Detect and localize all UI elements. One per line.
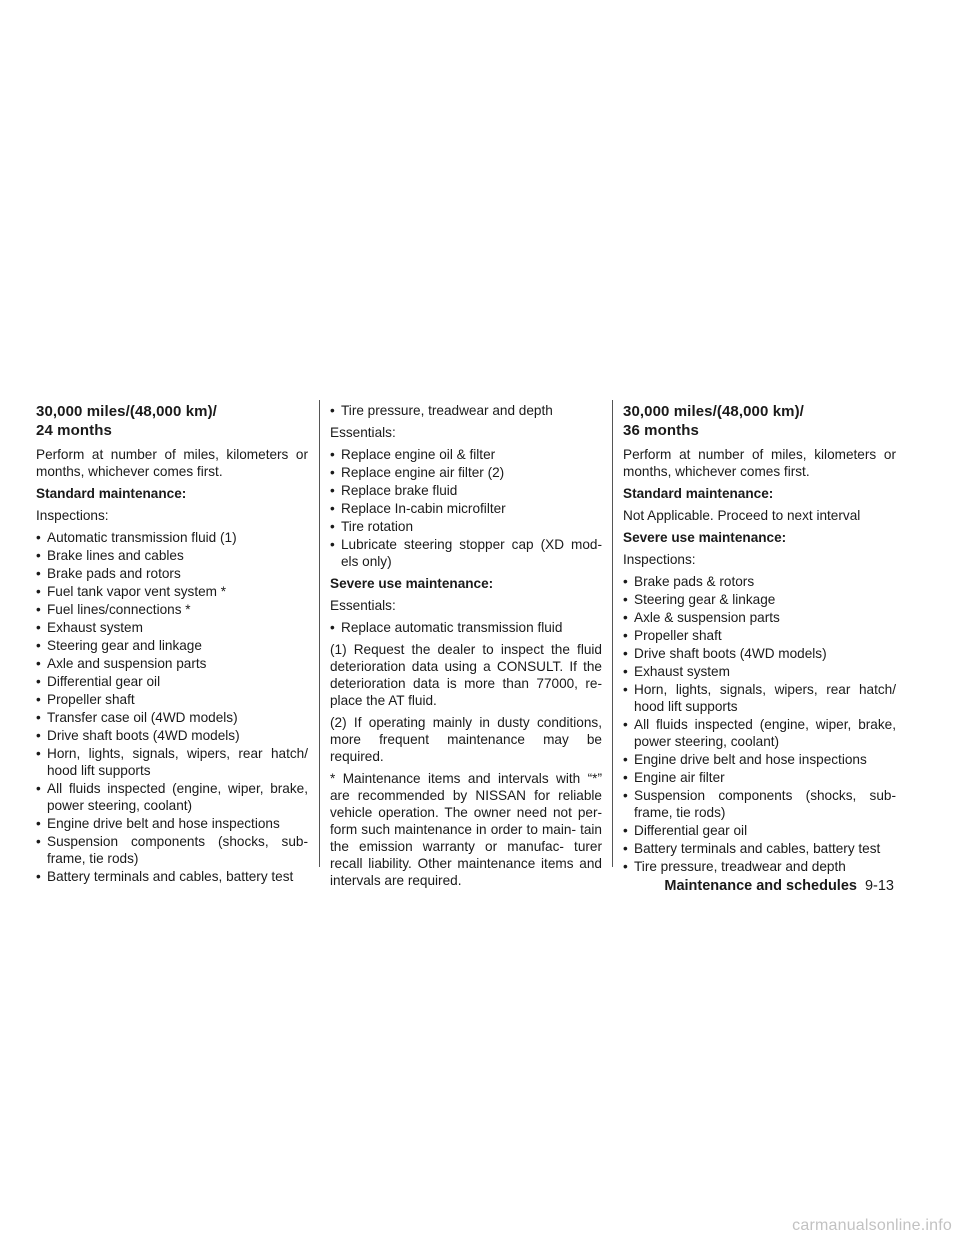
list-item: • Transfer case oil (4WD models) — [36, 709, 308, 726]
list-item: • Exhaust system — [623, 663, 896, 680]
list-item: • Propeller shaft — [36, 691, 308, 708]
list-item: • Battery terminals and cables, battery test — [36, 868, 308, 885]
list-item: • Lubricate steering stopper cap (XD mod- els only) — [330, 536, 602, 570]
list-item: • Brake pads and rotors — [36, 565, 308, 582]
column-continued — [330, 402, 602, 894]
column-36-months — [623, 402, 896, 880]
note-asterisk: * Maintenance items and intervals with “*” are recommended by NISSAN for reliable vehicle operation. The owner need not per- form such maintenance in order to main- tain the emission warranty or manufac- turer recall liability. Other maintenance items and intervals are required. — [330, 771, 602, 888]
inspections-list — [623, 573, 896, 875]
watermark: carmanualsonline.info — [792, 1217, 952, 1234]
list-item: • Steering gear & linkage — [623, 591, 896, 608]
intro-text: Perform at number of miles, kilometers or months, whichever comes first. — [36, 447, 308, 479]
column-divider — [612, 400, 613, 867]
intro-text: Perform at number of miles, kilometers or months, whichever comes first. — [623, 447, 896, 479]
essentials-label: Essentials: — [330, 425, 396, 440]
list-item: • Tire pressure, treadwear and depth — [623, 858, 896, 875]
list-item: • Replace brake fluid — [330, 482, 602, 499]
list-item: • All fluids inspected (engine, wiper, brake, power steering, coolant) — [36, 780, 308, 814]
list-item: • Differential gear oil — [36, 673, 308, 690]
list-item: • Replace engine oil & filter — [330, 446, 602, 463]
list-item: • Drive shaft boots (4WD models) — [36, 727, 308, 744]
section-title: Maintenance and schedules — [664, 878, 857, 894]
heading-30000-miles-36-months — [623, 402, 896, 440]
list-item: • All fluids inspected (engine, wiper, brake, power steering, coolant) — [623, 716, 896, 750]
list-item: • Replace engine air filter (2) — [330, 464, 602, 481]
standard-maintenance-label: Standard maintenance: — [623, 486, 774, 501]
list-item: • Fuel lines/connections * — [36, 601, 308, 618]
note-1: (1) Request the dealer to inspect the fluid deterioration data using a CONSULT. If the deterioration data is more than 77000, re- place the AT fluid. — [330, 642, 602, 708]
list-item: • Horn, lights, signals, wipers, rear hatch/ hood lift supports — [623, 681, 896, 715]
inspections-list — [36, 529, 308, 885]
inspections-label: Inspections: — [36, 508, 109, 523]
page-number: 9-13 — [864, 878, 894, 894]
severe-use-maintenance-label: Severe use maintenance: — [623, 530, 787, 545]
list-item: • Automatic transmission fluid (1) — [36, 529, 308, 546]
list-item: • Drive shaft boots (4WD models) — [623, 645, 896, 662]
list-item: • Engine drive belt and hose inspections — [36, 815, 308, 832]
list-item: • Tire rotation — [330, 518, 602, 535]
inspections-label: Inspections: — [623, 552, 696, 567]
list-item: • Axle & suspension parts — [623, 609, 896, 626]
list-item: • Differential gear oil — [623, 822, 896, 839]
heading-line-2: 36 months — [623, 422, 699, 439]
list-item: • Propeller shaft — [623, 627, 896, 644]
heading-line-1: 30,000 miles/(48,000 km)/ — [623, 403, 804, 420]
list-item: • Battery terminals and cables, battery test — [623, 840, 896, 857]
continued-inspections-list — [330, 402, 602, 419]
list-item: • Suspension components (shocks, sub- frame, tie rods) — [623, 787, 896, 821]
list-item: • Engine air filter — [623, 769, 896, 786]
list-item: • Tire pressure, treadwear and depth — [330, 402, 602, 419]
heading-30000-miles-24-months — [36, 402, 308, 440]
column-24-months — [36, 402, 308, 890]
list-item: • Horn, lights, signals, wipers, rear hatch/ hood lift supports — [36, 745, 308, 779]
severe-essentials-label: Essentials: — [330, 598, 396, 613]
standard-maintenance-label: Standard maintenance: — [36, 486, 187, 501]
list-item: • Suspension components (shocks, sub- frame, tie rods) — [36, 833, 308, 867]
essentials-list — [330, 446, 602, 570]
list-item: • Fuel tank vapor vent system * — [36, 583, 308, 600]
column-divider — [319, 400, 320, 867]
severe-essentials-list — [330, 619, 602, 636]
page-footer — [664, 877, 894, 895]
standard-maintenance-text: Not Applicable. Proceed to next interval — [623, 508, 861, 523]
severe-use-maintenance-label: Severe use maintenance: — [330, 576, 494, 591]
list-item: • Exhaust system — [36, 619, 308, 636]
note-2: (2) If operating mainly in dusty conditions, more frequent maintenance may be required. — [330, 715, 602, 764]
list-item: • Brake pads & rotors — [623, 573, 896, 590]
list-item: • Steering gear and linkage — [36, 637, 308, 654]
list-item: • Engine drive belt and hose inspections — [623, 751, 896, 768]
heading-line-1: 30,000 miles/(48,000 km)/ — [36, 403, 217, 420]
list-item: • Brake lines and cables — [36, 547, 308, 564]
list-item: • Replace automatic transmission fluid — [330, 619, 602, 636]
list-item: • Axle and suspension parts — [36, 655, 308, 672]
heading-line-2: 24 months — [36, 422, 112, 439]
list-item: • Replace In-cabin microfilter — [330, 500, 602, 517]
